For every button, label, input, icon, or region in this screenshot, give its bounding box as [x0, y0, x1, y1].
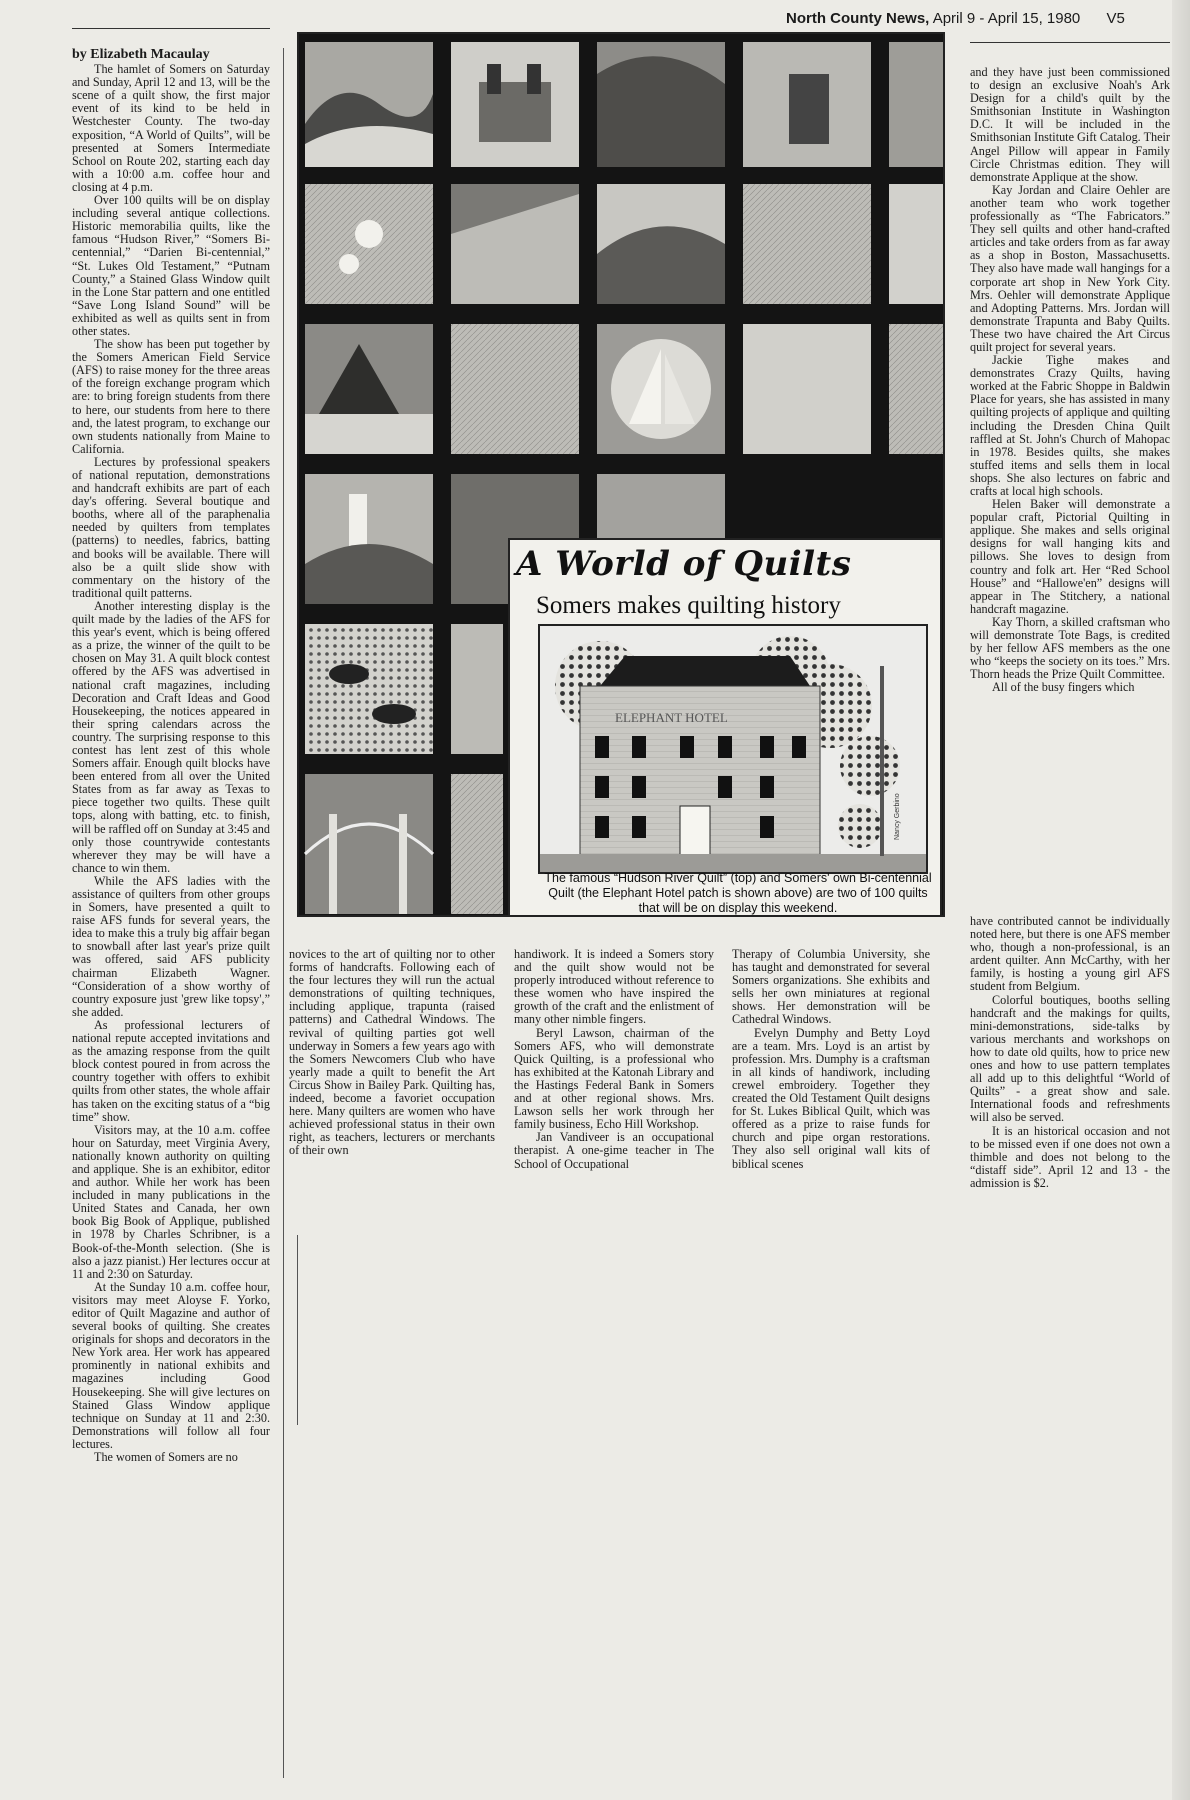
byline: by Elizabeth Macaulay: [72, 48, 210, 62]
paragraph: At the Sunday 10 a.m. coffee hour, visitors may meet Aloyse F. Yorko, editor of Quilt Magazine and author of several books of quilting. She creates originals for shops and decorators in the New York area. Her work has appeared prominently in national exhibits and magazines including Good Housekeeping. She will give lectures on Stained Glass Window applique technique on Sunday at 11 and 2:30. Demonstrations will follow all four lectures.: [72, 1279, 270, 1451]
column-divider: [297, 1235, 298, 1425]
hotel-sign: ELEPHANT HOTEL: [615, 710, 728, 725]
paragraph: have contributed cannot be individually noted here, but there is one AFS member who, though a non-professional, is an ardent quilter. Ann McCarthy, with her family, is hosting a young girl AFS student from Belgium.: [970, 915, 1170, 994]
issue-dates: April 9 - April 15, 1980: [932, 10, 1081, 27]
article-column-4: [732, 948, 930, 1218]
paragraph: The women of Somers are no: [94, 1450, 238, 1465]
article-column-3: [514, 948, 714, 1218]
hudson-river-quilt-photo: [297, 32, 945, 917]
page-edge-shadow: [1172, 0, 1190, 1800]
paragraph: The hamlet of Somers on Saturday and Sunday, April 12 and 13, will be the scene of a quilt show, the first major event of its kind to be held in Westchester County. The two-day exposition, “A World of Quilts”, will be presented at Somers Intermediate School on Route 202, starting each day with a 10:00 a.m. coffee hour and closing at 4 p.m.: [72, 62, 270, 194]
paragraph: Over 100 quilts will be on display including several antique collections. Historic memorabilia quilts, like the famous “Hudson River,” “Somers Bi-centennial,” “Darien Bi-centennial,” “St. Lukes Old Testament,” “Putnam County,” a Stained Glass Window quilt in the Lone Star pattern and one entitled “Save Long Island Sound” will be exhibited as well as quilts sent in from other states.: [72, 193, 270, 338]
paragraph: While the AFS ladies with the assistance of quilters from other groups in Somers, have presented a quilt to raise AFS funds for several years, the idea to make this a truly big affair began to snowball after last year's prize quilt was offered, said AFS publicity chairman Elizabeth Wagner. “Consideration of a show worthy of country exposure just 'grew like topsy',” she added.: [72, 873, 270, 1019]
elephant-hotel-patch-image: [538, 624, 928, 874]
article-column-5-top: [970, 66, 1170, 866]
title-inset: [508, 538, 942, 917]
page-number: V5: [1106, 10, 1125, 27]
paragraph: Jackie Tighe makes and demonstrates Crazy Quilts, having worked at the Fabric Shoppe in Baldwin Place for years, she has assisted in many quilting projects of applique and quilting including the Dresden China Quilt raffled at St. John's Church of Mahopac in 1978. Besides quilts, she makes stuffed items and sells them in local shops. She also lectures on fabric and crafts at local high schools.: [970, 353, 1170, 498]
article-headline: A World of Quilts: [516, 544, 852, 584]
photo-credit: Nancy Gerbino: [894, 793, 901, 840]
elephant-hotel-illustration: [540, 626, 928, 874]
masthead: [786, 10, 1156, 32]
paragraph: Evelyn Dumphy and Betty Loyd are a team. Mrs. Loyd is an artist by profession. Mrs. Dumphy is a craftsman in all kinds of handiwork, including crewel embroidery. Together they created the Old Testament Quilt designs for St. Lukes Biblical Quilt, which was offered as a prize to raise funds for church and pipe organ restorations. They also sell original wall kits of biblical scenes: [732, 1025, 930, 1171]
article-column-2: [289, 948, 495, 1218]
paragraph: Colorful boutiques, booths selling handcraft and the makings for quilts, mini-demonstrations, side-talks by various merchants and workshops on how to date old quilts, how to price new ones and how to use pattern templates all add up to this delightful “World of Quilts” - a great show and sale. International foods and refreshments will also be served.: [970, 992, 1170, 1125]
article-column-1: [72, 48, 270, 1778]
paragraph: All of the busy fingers which: [992, 680, 1135, 695]
paragraph: The show has been put together by the Somers American Field Service (AFS) to raise money for the three areas of the foreign exchange program which are: to bring foreign students from there to here, our students from here to there and, the latest program, to exchange our own students nationally from Maine to California.: [72, 337, 270, 456]
column-divider: [283, 48, 284, 1778]
paragraph: Therapy of Columbia University, she has taught and demonstrated for several Somers organizations. She exhibits and sells her own miniatures at regional shows. Her demonstration will be Cathedral Windows.: [732, 948, 930, 1027]
paragraph: Lectures by professional speakers of national reputation, demonstrations and handcraft exhibits are part of each day's offering. Several boutique and booths, where all of the paraphenalia needed by quilters from templates (patterns) to needles, fabrics, batting and books will be available. There will also be a quilt slide show with commentary on the history of the traditional quilt patterns.: [72, 454, 270, 600]
publication-name: North County News,: [786, 10, 930, 27]
article-subheadline: Somers makes quilting history: [536, 592, 841, 619]
paragraph: Helen Baker will demonstrate a popular craft, Pictorial Quilting in applique. She makes and sells original designs for wall hanging kits and pillows. She loves to design from country and folk art. Her “Red School House” and “Hallowe'en” designs will appear in The Stitchery, a national handcraft magazine.: [970, 497, 1170, 616]
paragraph: Visitors may, at the 10 a.m. coffee hour on Saturday, meet Virginia Avery, nationally known authority on quilting and applique. She is an exhibitor, editor and author. While her work has been included in many publications in the United States and Canada, her own book Big Book of Applique, published in 1978 by Charles Schribner, is a Book-of-the-Month selection. (She is also a jazz pianist.) Her lectures occur at 11 and 2:30 on Saturday.: [72, 1122, 270, 1281]
paragraph: handiwork. It is indeed a Somers story and the quilt show would not be properly introduced without reference to these women who have inspired the growth of the craft and the enlistment of many other nimble fingers.: [514, 948, 714, 1027]
paragraph: Kay Jordan and Claire Oehler are another team who work together professionally as “The Fabricators.” They sell quilts and other hand-crafted articles and take orders from as far away as a shop in Boston, Massachusetts. They also have made wall hangings for a corporate art shop in New York City. Mrs. Oehler will demonstrate Applique and Adopting Patterns. Mrs. Jordan will demonstrate Trapunta and Baby Quilts. These two have chaired the Art Circus quilt project for several years.: [970, 182, 1170, 354]
paragraph: Beryl Lawson, chairman of the Somers AFS, who will demonstrate Quick Quilting, is a professional who has exhibited at the Katonah Library and the Hastings Federal Bank in Somers and at other regional shows. Mrs. Lawson sells her work through her family business, Echo Hill Workshop.: [514, 1025, 714, 1132]
paragraph: Kay Thorn, a skilled craftsman who will demonstrate Tote Bags, is credited by her fellow AFS members as the one who “keeps the society on its toes.” Mrs. Thorn heads the Prize Quilt Committee.: [970, 614, 1170, 682]
paragraph: Another interesting display is the quilt made by the ladies of the AFS for this year's event, which is being offered as a prize, the winner of the quilt to be chosen on May 31. A quilt block contest offered by the AFS was advertised in national craft magazines, including Decoration and Craft Ideas and Good Housekeeping, the notices appeared in their spring calendars across the country. The surprising response to this contest has lent zest of this whole Somers affair. Enough quilt blocks have been entered from all over the United States from as far away as Texas to piece together two quilts. These quilt tops, along with batting, etc. to finish, will be raffled off on Sunday at 3:45 and only those countrywide contestants wherever they may be will have a chance to win them.: [72, 598, 270, 875]
paragraph: and they have just been commissioned to design an exclusive Noah's Ark Design for a child's quilt by the Smithsonian Institute in Washington D.C. It will be included in the Smithsonian Institute Gift Catalog. Their Angel Pillow will appear in Family Circle Christmas edition. They will demonstrate Applique at the show.: [970, 66, 1170, 184]
header-rule-right: [970, 42, 1170, 43]
article-column-5-bottom: [970, 915, 1170, 1225]
header-rule-left: [72, 28, 270, 29]
paragraph: novices to the art of quilting nor to other forms of handcrafts. Following each of the four lectures they will run the actual demonstrations of quilting techniques, including applique, trapunta (raised patterns) and Cathedral Windows. The revival of quilting parties got well underway in Somers a few years ago with the Somers Newcomers Club who have yearly made a quilt to benefit the Art Circus Show in Bailey Park. Quilting has, indeed, become a favoriet occupation here. Many quilters are women who have achieved professional status in their own right, as teachers, lecturers or merchants of their own: [289, 948, 495, 1158]
paragraph: Jan Vandiveer is an occupational therapist. A one-gime teacher in The School of Occupational: [514, 1130, 714, 1171]
paragraph: As professional lecturers of national repute accepted invitations and as the amazing response from the quilt block contest poured in from across the country together with offers to exhibit quilts from other states, the whole affair has taken on the exciting status of a “big time” show.: [72, 1017, 270, 1124]
paragraph: It is an historical occasion and not to be missed even if one does not own a thimble and does not belong to the “distaff side”. April 12 and 13 - the admission is $2.: [970, 1123, 1170, 1190]
photo-caption: The famous “Hudson River Quilt” (top) and Somers' own Bi-centennial Quilt (the Elephant Hotel patch is shown above) are two of 100 quilts that will be on display this weekend.: [544, 871, 932, 915]
